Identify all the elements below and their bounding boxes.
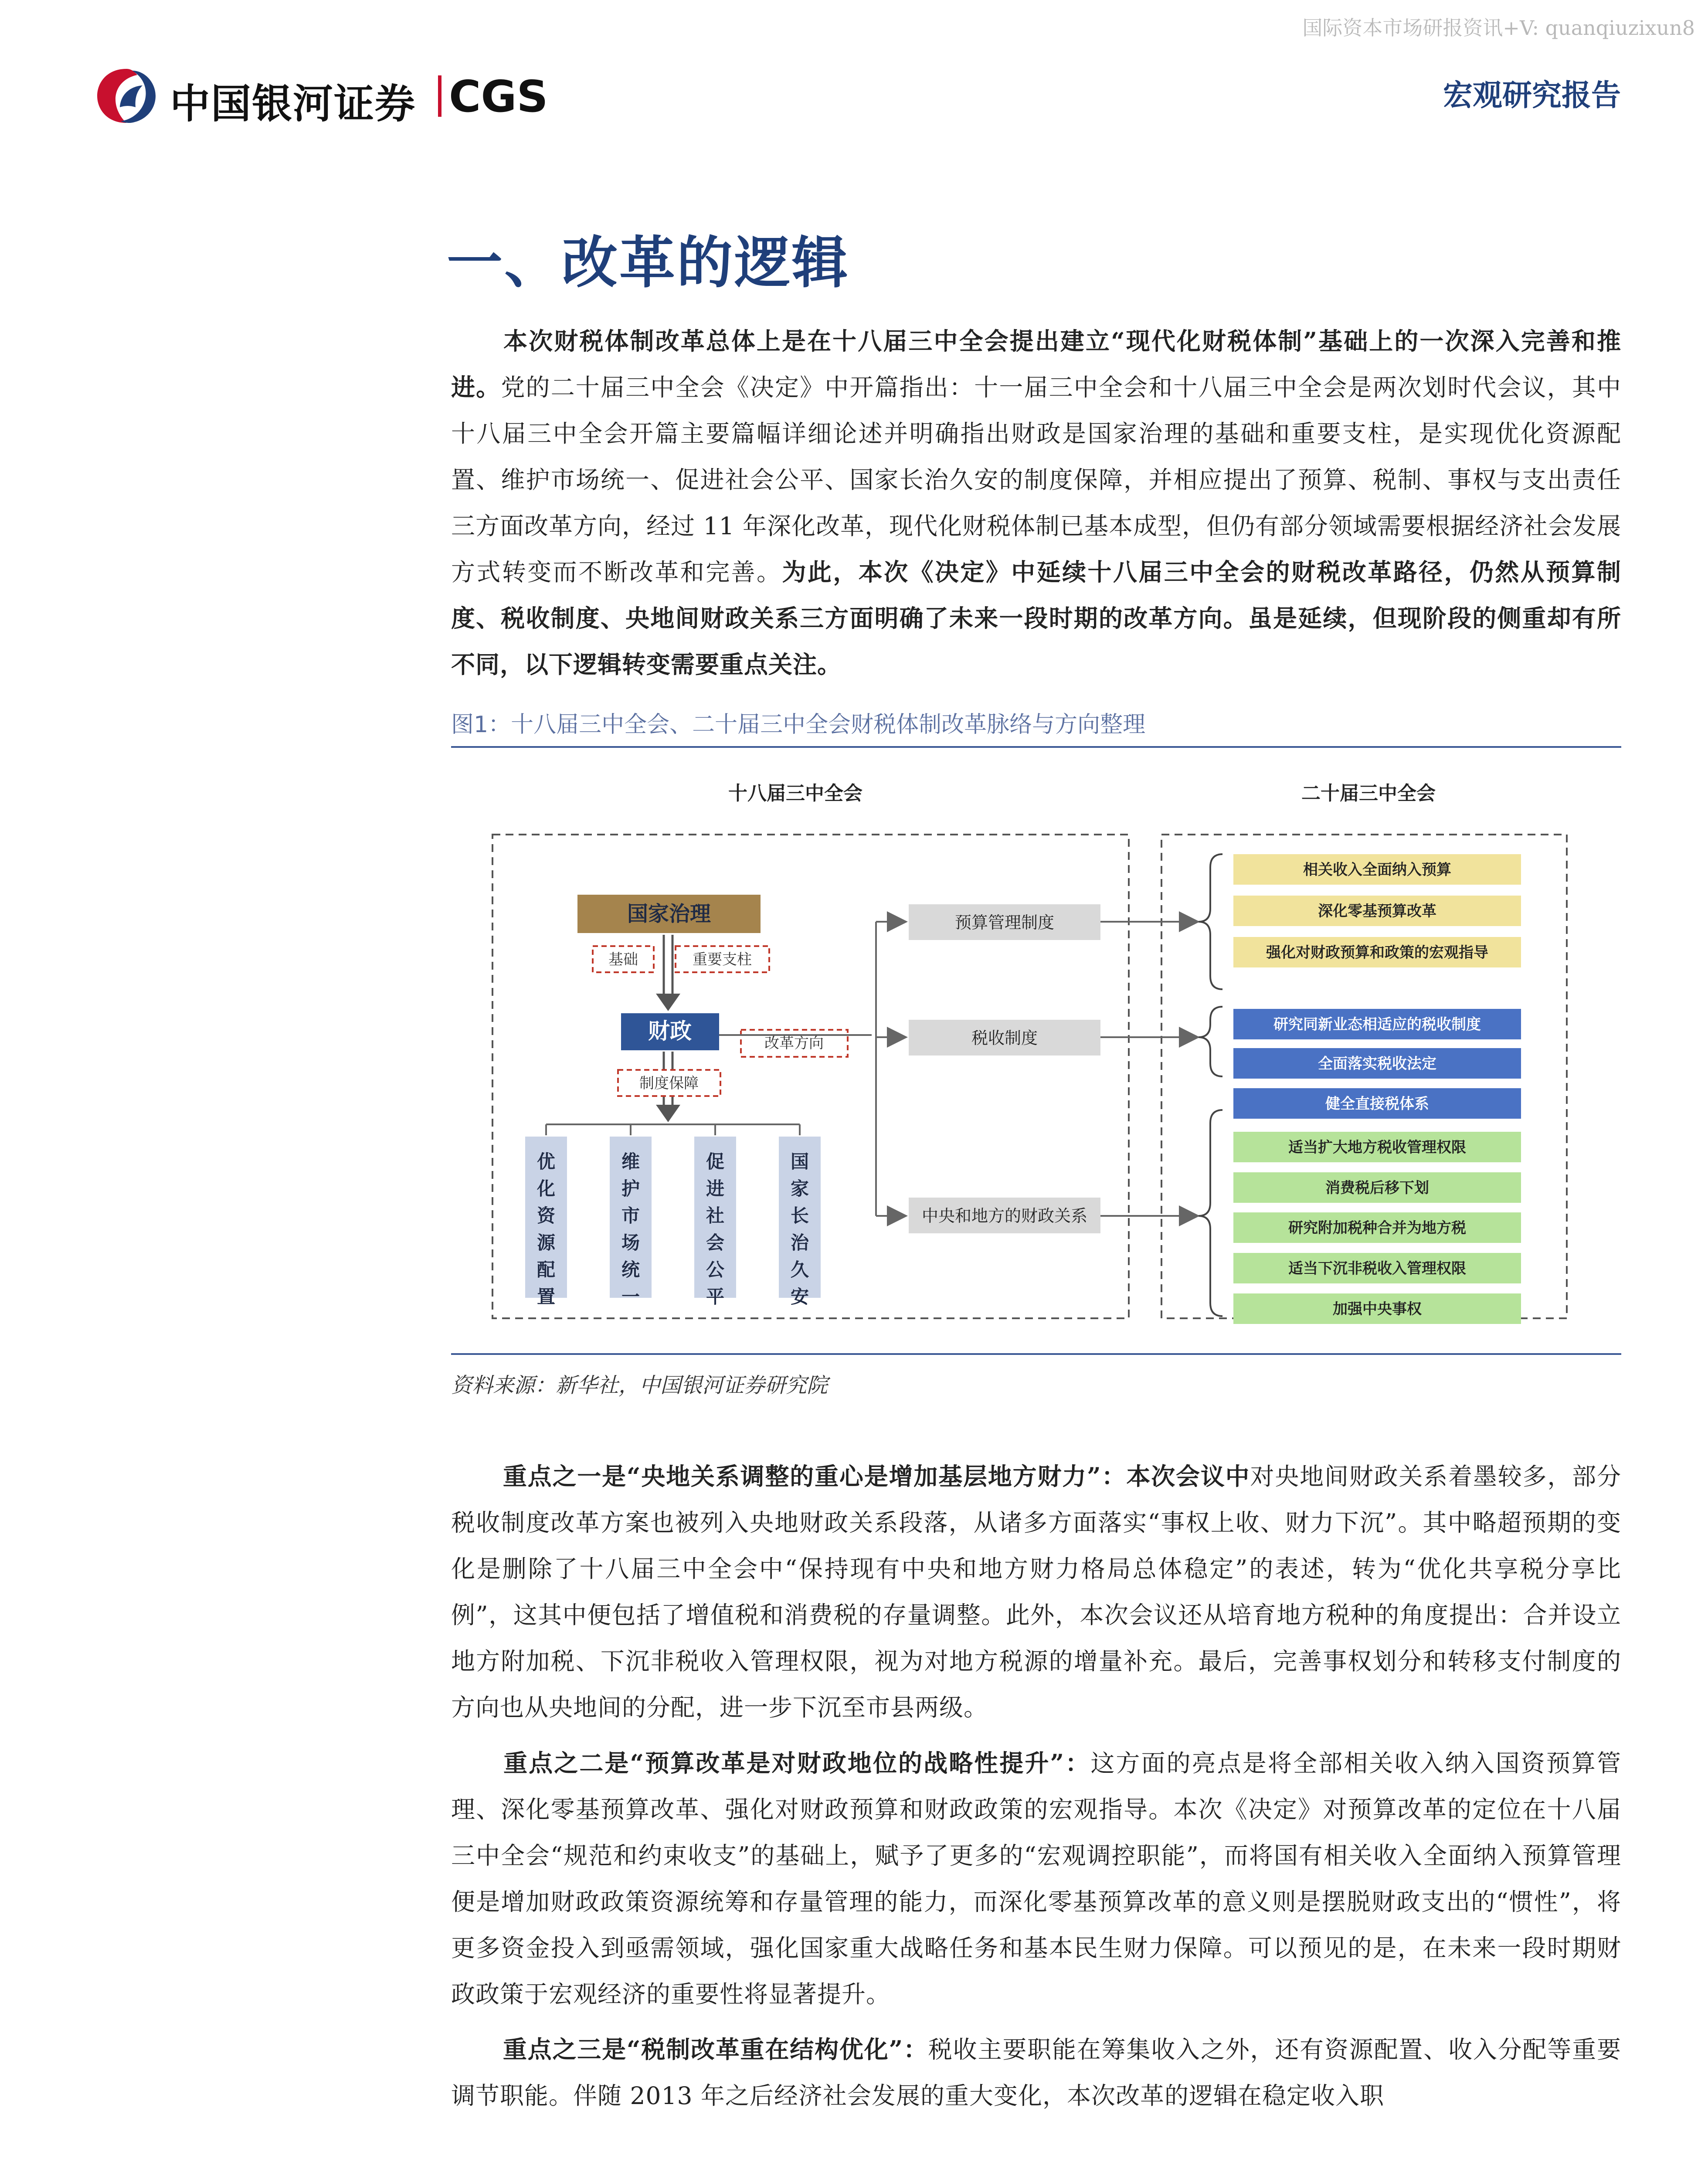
system-label-central-local: 中央和地方的财政关系 (921, 1206, 1088, 1225)
pillar-label-char: 久 (790, 1259, 809, 1280)
pillar-label-char: 公 (706, 1259, 725, 1280)
pillar-label-char: 维 (621, 1151, 640, 1172)
key-point-three-body: 税收主要职能在筹集收入之外，还有资源配置、收入分配等重要调节职能。伴随 2013 年之后经济社会发展的重大变化，本次改革的逻辑在稳定收入职 (451, 2036, 1621, 2110)
logo-english-name: CGS (449, 71, 548, 122)
pillar-label-char: 进 (706, 1178, 725, 1199)
pillar-label-char: 一 (621, 1286, 640, 1307)
report-type: 宏观研究报告 (1443, 78, 1621, 113)
key-point-three-heading: 重点之三是“税制改革重在结构优化”： (503, 2035, 928, 2064)
pillar-labels (537, 1151, 810, 1307)
pillar-label-char: 资 (537, 1205, 556, 1226)
key-point-two-heading: 重点之二是“预算改革是对财政地位的战略性提升”： (503, 1749, 1091, 1777)
system-guarantee-label: 制度保障 (639, 1075, 699, 1092)
pillar-label-char: 护 (621, 1178, 640, 1199)
pillar-label-char: 治 (790, 1232, 809, 1253)
logo-chinese-name: 中国银河证券 (170, 81, 416, 127)
paragraph-key-point-one (451, 1453, 1621, 1731)
tax-item-label: 健全直接税体系 (1325, 1095, 1429, 1113)
finance-label: 财政 (648, 1018, 692, 1044)
paragraph-intro (451, 318, 1621, 688)
pillar-label-char: 优 (537, 1151, 556, 1172)
system-label-tax: 税收制度 (971, 1028, 1038, 1048)
pillar-label-char: 统 (621, 1259, 640, 1280)
right-item-boxes (1233, 854, 1521, 1324)
pillar-label-char: 长 (790, 1205, 809, 1226)
pillar-label-char: 源 (537, 1232, 556, 1253)
pillar-label-char: 场 (621, 1232, 640, 1253)
watermark: 国际资本市场研报资讯+V: quanqiuzixun8 (1302, 16, 1695, 40)
tax-item-label: 研究同新业态相适应的税收制度 (1273, 1016, 1481, 1033)
central-local-item-label: 消费税后移下划 (1325, 1179, 1429, 1197)
cgs-logo-icon (94, 65, 159, 126)
pillar-label-char: 会 (706, 1232, 725, 1253)
pillar-label-char: 社 (706, 1205, 725, 1226)
central-local-item-label: 适当下沉非税收入管理权限 (1288, 1260, 1466, 1277)
budget-item-label: 深化零基预算改革 (1318, 903, 1436, 920)
pillar-label-char: 平 (706, 1286, 725, 1307)
central-local-item-label: 适当扩大地方税收管理权限 (1288, 1139, 1466, 1156)
pillar-label-char: 家 (790, 1178, 809, 1199)
paragraph-intro-bold-tail: 为此，本次《决定》中延续十八届三中全会的财税改革路径，仍然从预算制度、税收制度、央地间财政关系三方面明确了未来一段时期的改革方向。虽是延续，但现阶段的侧重却有所不同，以下逻辑转变需要重点关注。 (451, 558, 1621, 679)
paragraph-key-point-two (451, 1740, 1621, 2017)
national-governance-label: 国家治理 (627, 902, 711, 926)
paragraph-intro-body: 党的二十届三中全会《决定》中开篇指出：十一届三中全会和十八届三中全会是两次划时代会议，其中十八届三中全会开篇主要篇幅详细论述并明确指出财政是国家治理的基础和重要支柱，是实现优化资源配置、维护市场统一、促进社会公平、国家长治久安的制度保障，并相应提出了预算、税制、事权与支出责任三方面改革方向，经过 11 年深化改革，现代化财税体制已基本成型，但仍有部分领域需要根据经济社会发展方式转变而不断改革和完善。 (451, 373, 1621, 586)
reform-flow-diagram (451, 756, 1621, 1344)
figure-bottom-rule (451, 1353, 1621, 1355)
figure-source: 资料来源：新华社，中国银河证券研究院 (451, 1373, 828, 1398)
section-title: 一、改革的逻辑 (447, 230, 850, 295)
right-column-title: 二十届三中全会 (1301, 782, 1436, 804)
pillar-label-char: 安 (790, 1286, 809, 1307)
paragraph-key-point-three (451, 2026, 1621, 2119)
pillar-label-char: 促 (706, 1151, 725, 1172)
paragraph-intro-bold-lead: 本次财税体制改革总体上是在十八届三中全会提出建立“现代化财税体制”基础上的一次深入完善和推进。 (451, 327, 1621, 401)
figure-caption: 图1：十八届三中全会、二十届三中全会财税体制改革脉络与方向整理 (451, 712, 1146, 738)
logo-separator (438, 75, 441, 117)
key-point-one-heading: 重点之一是“央地关系调整的重心是增加基层地方财力”：本次会议中 (503, 1462, 1250, 1490)
foundation-label: 基础 (608, 951, 638, 968)
budget-item-label: 强化对财政预算和政策的宏观指导 (1266, 944, 1488, 961)
key-point-one-body: 对央地间财政关系着墨较多，部分税收制度改革方案也被列入央地财政关系段落，从诸多方面落实“事权上收、财力下沉”。其中略超预期的变化是删除了十八届三中全会中“保持现有中央和地方财力格局总体稳定”的表述，转为“优化共享税分享比例”，这其中便包括了增值税和消费税的存量调整。此外，本次会议还从培育地方税种的角度提出：合并设立地方附加税、下沉非税收入管理权限，视为对地方税源的增量补充。最后，完善事权划分和转移支付制度的方向也从央地间的分配，进一步下沉至市县两级。 (451, 1463, 1621, 1721)
pillar-label: 重要支柱 (693, 951, 752, 968)
tax-item-label: 全面落实税收法定 (1318, 1055, 1436, 1073)
company-logo (94, 63, 551, 129)
key-point-two-body: 这方面的亮点是将全部相关收入纳入国资预算管理、深化零基预算改革、强化对财政预算和财政政策的宏观指导。本次《决定》对预算改革的定位在十八届三中全会“规范和约束收支”的基础上，赋予了更多的“宏观调控职能”，而将国有相关收入全面纳入预算管理便是增加财政政策资源统筹和存量管理的能力，而深化零基预算改革的意义则是摆脱财政支出的“惯性”，将更多资金投入到亟需领域，强化国家重大战略任务和基本民生财力保障。可以预见的是，在未来一段时期财政政策于宏观经济的重要性将显著提升。 (451, 1749, 1621, 2008)
reform-direction-label: 改革方向 (764, 1035, 824, 1052)
central-local-item-label: 研究附加税种合并为地方税 (1288, 1219, 1466, 1237)
pillar-label-char: 市 (621, 1205, 640, 1226)
system-label-budget: 预算管理制度 (954, 913, 1055, 932)
pillar-label-char: 置 (537, 1286, 556, 1307)
budget-item-label: 相关收入全面纳入预算 (1303, 861, 1451, 879)
pillar-label-char: 国 (790, 1151, 809, 1172)
central-local-item-label: 加强中央事权 (1333, 1300, 1422, 1318)
pillar-label-char: 配 (537, 1259, 556, 1280)
figure-top-rule (451, 746, 1621, 748)
pillar-label-char: 化 (537, 1178, 556, 1199)
left-column-title: 十八届三中全会 (728, 782, 862, 804)
pillar-columns (525, 1137, 821, 1298)
